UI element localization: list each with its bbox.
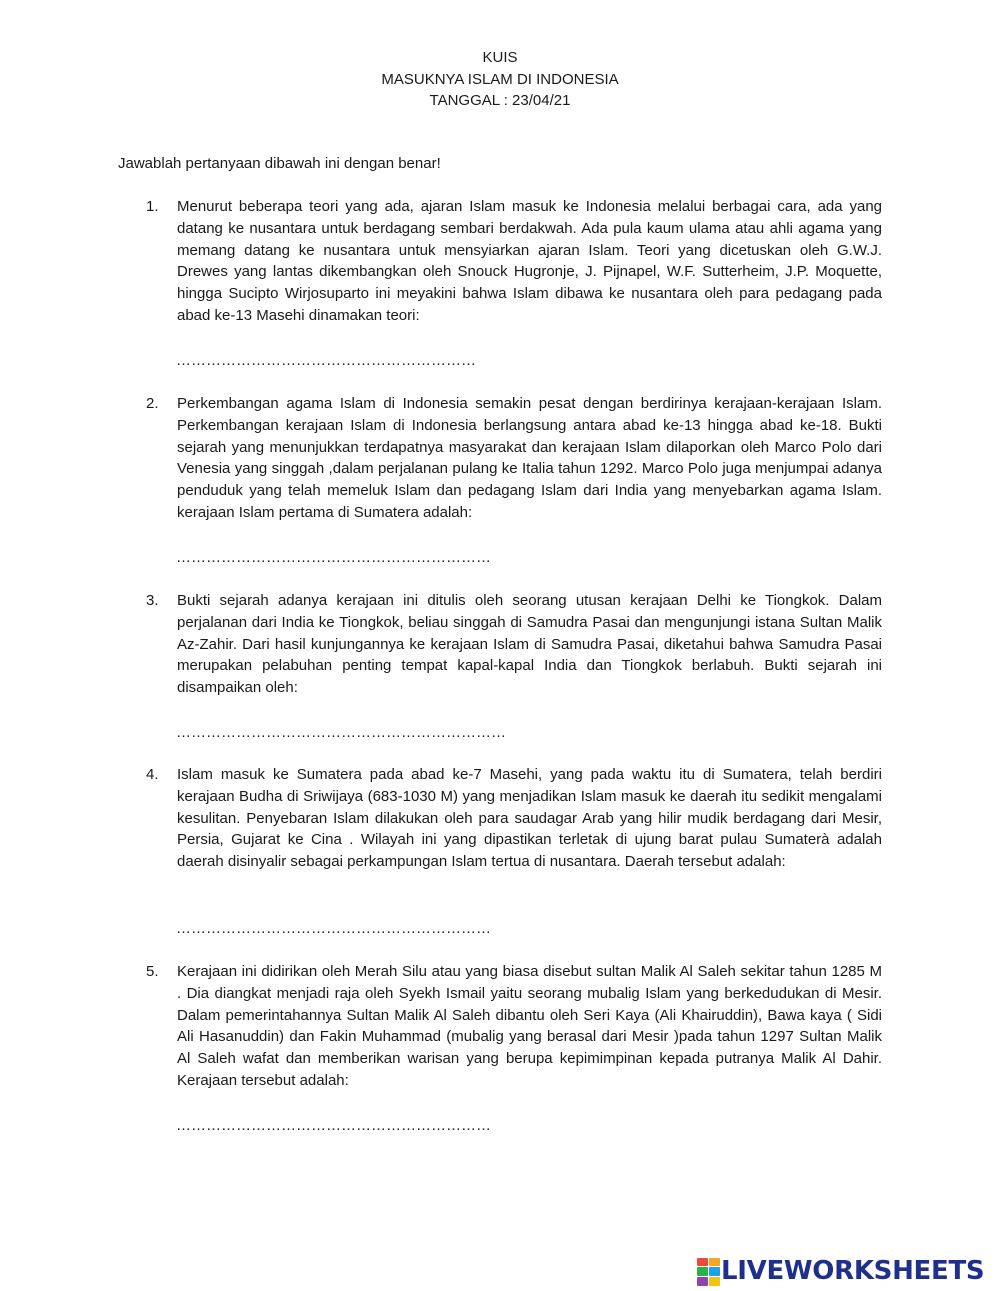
question-text: Menurut beberapa teori yang ada, ajaran Islam masuk ke Indonesia melalui berbagai cara, ada yang datang ke nusantara untuk berdagang sembari berdakwah. Ada pula kaum ulama atau ahli agama yang memang datang ke nusantara untuk mensyiarkan ajaran Islam. Teori yang dicetuskan oleh G.W.J. Drewes yang lantas dikembangkan oleh Snouck Hugronje, J. Pijnapel, W.F. Sutterheim, J.P. Moquette, hingga Sucipto Wirjosuparto ini meyakini bahwa Islam dibawa ke nusantara oleh para pedagang pada abad ke-13 Masehi dinamakan teori: [177, 198, 882, 324]
logo-tile [697, 1258, 708, 1266]
question-text: Bukti sejarah adanya kerajaan ini ditulis oleh seorang utusan kerajaan Delhi ke Tiongkok. Dalam perjalanan dari India ke Tiongkok, beliau singgah di Samudra Pasai dan mengunjungi istana Sultan Malik Az-Zahir. Dari hasil kunjungannya ke kerajaan Islam di Samudra Pasai, diketahui bahwa Samudra Pasai merupakan pelabuhan penting tempat kapal-kapal India dan Tiongkok berlabuh. Bukti sejarah ini disampaikan oleh: [177, 592, 882, 697]
question-3 [146, 590, 882, 699]
answer-input-2[interactable] [176, 546, 492, 568]
question-number: 5. [146, 963, 159, 980]
question-text: Islam masuk ke Sumatera pada abad ke-7 Masehi, yang pada waktu itu di Sumatera, telah berdiri kerajaan Budha di Sriwijaya (683-1030 M) yang menjadikan Islam masuk ke daerah itu sedikit mengalami kesulitan. Penyebaran Islam dilakukan oleh para saudagar Arab yang hilir mudik berdagang dari Mesir, Persia, Gujarat ke Cina . Wilayah ini yang dipastikan terletak di ujung barat pulau Sumaterà adalah daerah disinyalir sebagai perkampungan Islam tertua di nusantara. Daerah tersebut adalah: [177, 766, 882, 871]
answer-input-4[interactable] [176, 917, 492, 939]
question-number: 4. [146, 766, 159, 783]
question-5 [146, 961, 882, 1092]
worksheet-header [0, 47, 1000, 112]
instruction-text: Jawablah pertanyaan dibawah ini dengan benar! [118, 155, 441, 172]
logo-text: LIVEWORKSHEETS [721, 1256, 985, 1286]
header-subtitle: MASUKNYA ISLAM DI INDONESIA [381, 70, 619, 88]
question-text: Perkembangan agama Islam di Indonesia semakin pesat dengan berdirinya kerajaan-kerajaan Islam. Perkembangan kerajaan Islam di Indonesia berlangsung antara abad ke-13 hingga abad ke-18. Bukti sejarah yang menunjukkan terdapatnya masyarakat dan kerajaan Islam dilaporkan oleh Marco Polo dari Venesia yang singgah ,dalam perjalanan pulang ke Italia tahun 1292. Marco Polo juga menjumpai adanya penduduk yang telah memeluk Islam dan pedagang Islam dari India yang menyebarkan agama Islam. kerajaan Islam pertama di Sumatera adalah: [177, 395, 882, 521]
logo-tile [709, 1258, 720, 1266]
header-date: TANGGAL : 23/04/21 [429, 92, 571, 109]
logo-tile [709, 1277, 720, 1286]
question-2 [146, 393, 882, 524]
logo-tile [697, 1277, 708, 1286]
liveworksheets-logo [697, 1256, 984, 1286]
header-title: KUIS [482, 49, 518, 66]
question-number: 2. [146, 395, 159, 412]
question-number: 1. [146, 198, 159, 215]
answer-input-3[interactable] [176, 721, 504, 743]
liveworksheets-logo-icon [697, 1258, 719, 1284]
logo-tile [697, 1267, 708, 1276]
question-1 [146, 196, 882, 327]
answer-input-5[interactable] [176, 1114, 492, 1136]
question-number: 3. [146, 592, 159, 609]
question-4 [146, 764, 882, 873]
answer-input-1[interactable] [176, 349, 476, 371]
question-text: Kerajaan ini didirikan oleh Merah Silu atau yang biasa disebut sultan Malik Al Saleh sekitar tahun 1285 M . Dia diangkat menjadi raja oleh Syekh Ismail yaitu seorang mubalig Islam yang berkedudukan di Mesir. Dalam pemerintahannya Sultan Malik Al Saleh dibantu oleh Seri Kaya (Ali Khairuddin), Bawa kaya ( Sidi Ali Hasanuddin) dan Fakin Muhammad (mubalig yang berasal dari Mesir )pada tahun 1297 Sultan Malik Al Saleh wafat dan memberikan warisan yang berupa kepimimpinan kepada putranya Malik Al Dahir. Kerajaan tersebut adalah: [177, 963, 882, 1089]
logo-tile [709, 1267, 720, 1276]
